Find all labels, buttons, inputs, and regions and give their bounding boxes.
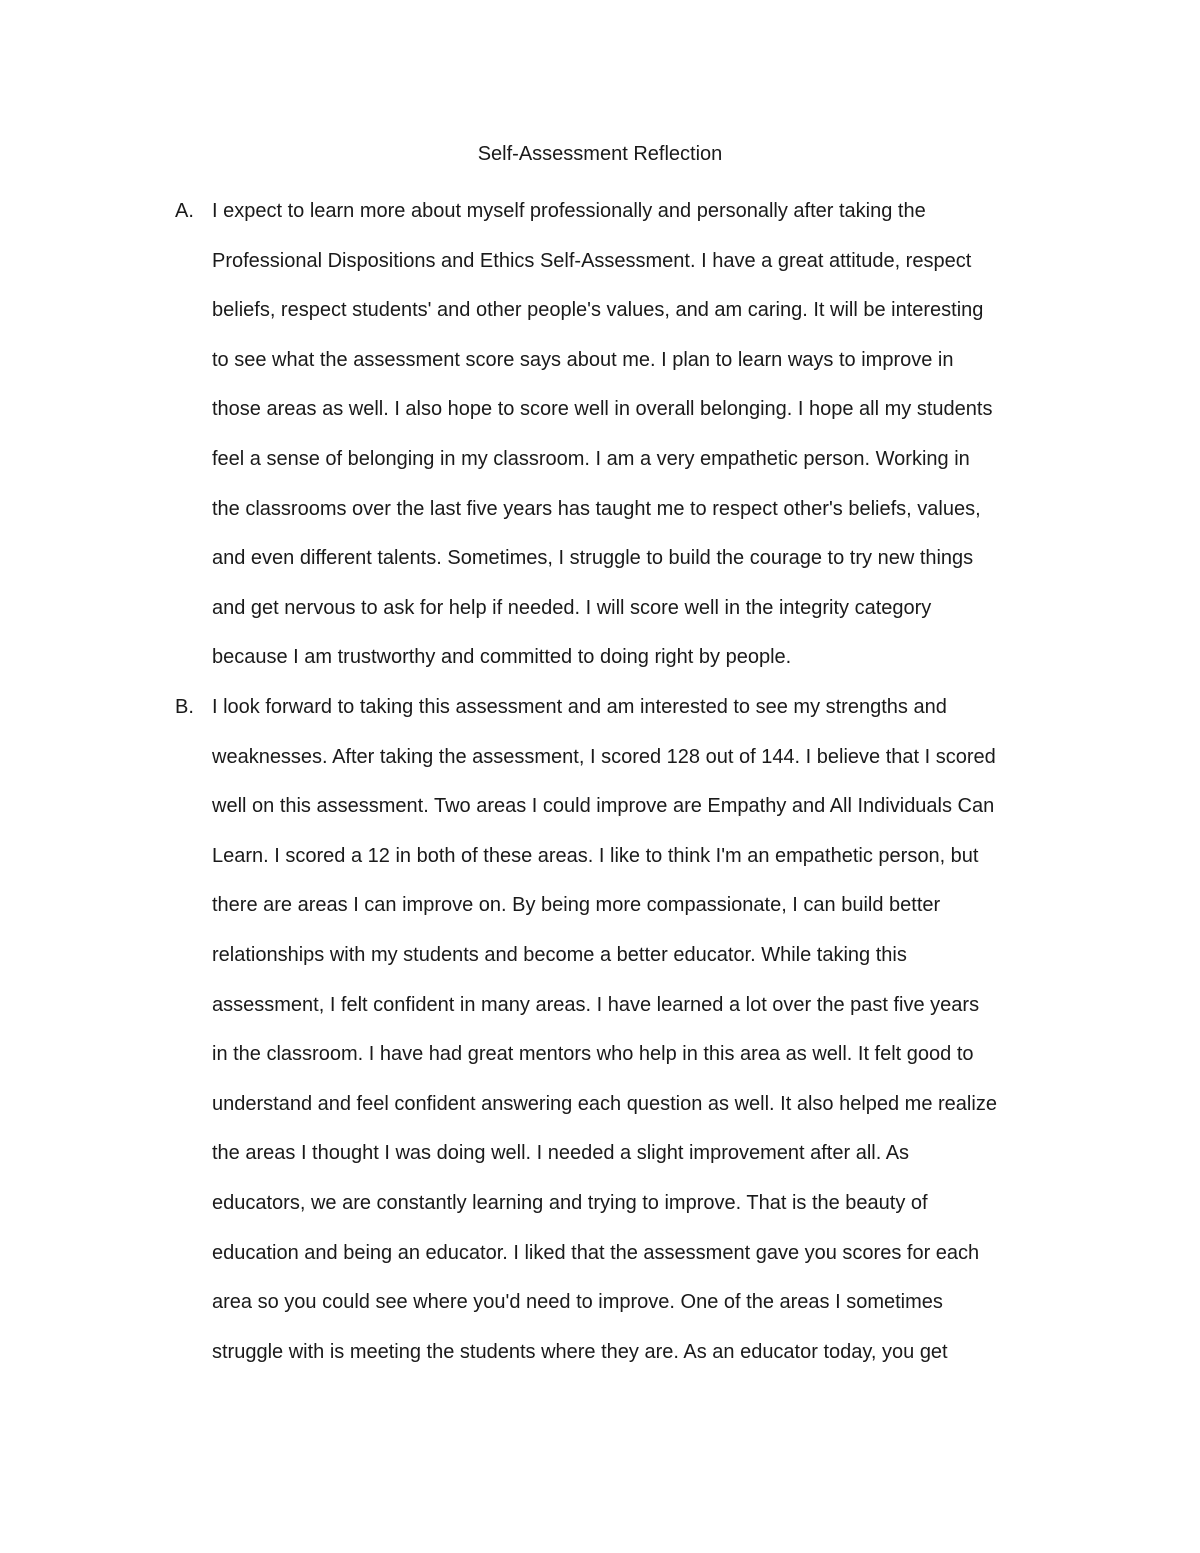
paragraph-line: the areas I thought I was doing well. I needed a slight improvement after all. As [212,1142,910,1165]
paragraph-line: and even different talents. Sometimes, I struggle to build the courage to try new things [212,547,974,570]
paragraph-line: in the classroom. I have had great mentors who help in this area as well. It felt good to [212,1043,974,1066]
paragraph-line: I look forward to taking this assessment and am interested to see my strengths and [212,696,947,718]
paragraph-line: Professional Dispositions and Ethics Self-Assessment. I have a great attitude, respect [212,249,972,272]
paragraph-line: assessment, I felt confident in many areas. I have learned a lot over the past five years [212,993,980,1016]
paragraph-line: well on this assessment. Two areas I could improve are Empathy and All Individuals Can [212,795,995,818]
paragraph-line: Learn. I scored a 12 in both of these areas. I like to think I'm an empathetic person, but [212,844,979,867]
paragraph-line: education and being an educator. I liked that the assessment gave you scores for each [212,1241,980,1264]
paragraph-line: understand and feel confident answering each question as well. It also helped me realize [212,1092,997,1115]
list-marker: B. [175,696,194,718]
paragraph-line: the classrooms over the last five years has taught me to respect other's beliefs, values, [212,497,981,520]
paragraph-line: because I am trustworthy and committed to doing right by people. [212,646,792,669]
paragraph-line: relationships with my students and become a better educator. While taking this [212,944,907,966]
list-marker: A. [175,200,194,222]
paragraph-line: those areas as well. I also hope to score well in overall belonging. I hope all my students [212,398,993,421]
paragraph-line: I expect to learn more about myself professionally and personally after taking the [212,200,926,222]
paragraph-line: educators, we are constantly learning and trying to improve. That is the beauty of [212,1192,928,1214]
document-title: Self-Assessment Reflection [477,143,723,165]
paragraph-line: and get nervous to ask for help if needed. I will score well in the integrity category [212,596,932,619]
paragraph-line: to see what the assessment score says about me. I plan to learn ways to improve in [212,348,954,371]
paragraph-line: beliefs, respect students' and other people's values, and am caring. It will be interesting [212,299,984,322]
paragraph-line: struggle with is meeting the students where they are. As an educator today, you get [212,1340,948,1363]
paragraph-line: feel a sense of belonging in my classroom. I am a very empathetic person. Working in [212,448,970,470]
paragraph-line: there are areas I can improve on. By being more compassionate, I can build better [212,894,941,917]
paragraph-line: weaknesses. After taking the assessment, I scored 128 out of 144. I believe that I scored [212,745,996,768]
paragraph-line: area so you could see where you'd need to improve. One of the areas I sometimes [212,1291,943,1314]
